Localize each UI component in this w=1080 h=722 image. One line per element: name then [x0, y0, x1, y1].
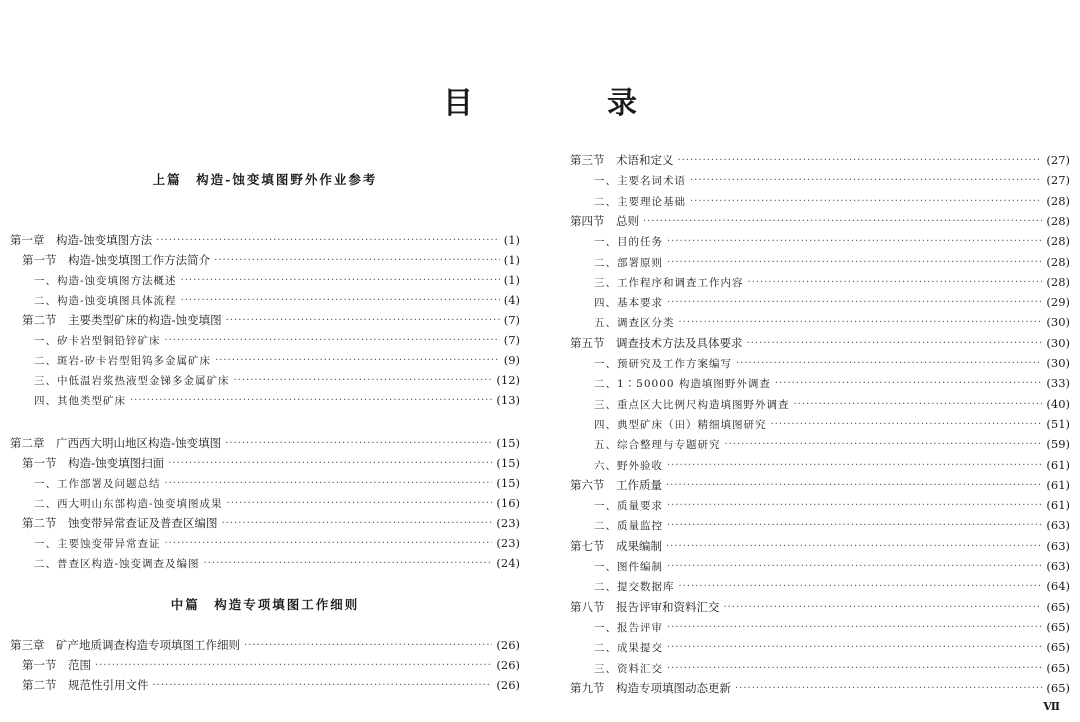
dot-leader	[95, 660, 492, 671]
toc-entry-label: 三、中低温岩浆热液型金锑多金属矿床	[34, 374, 230, 387]
toc-chapter-entry[interactable]	[10, 230, 520, 250]
toc-item-entry[interactable]	[10, 553, 520, 573]
toc-item-entry[interactable]	[570, 191, 1070, 211]
toc-chapter-entry[interactable]	[570, 211, 1070, 231]
toc-item-entry[interactable]	[570, 455, 1070, 475]
toc-entry-page-number: (1)	[503, 253, 520, 267]
dot-leader	[667, 663, 1042, 674]
toc-item-entry[interactable]	[570, 434, 1070, 454]
toc-entry-page-number: (29)	[1046, 295, 1070, 309]
toc-entry-label: 一、主要名词术语	[594, 174, 686, 187]
dot-leader	[156, 235, 500, 246]
dot-leader	[244, 640, 492, 651]
toc-item-entry[interactable]	[570, 292, 1070, 312]
toc-entry-page-number: (51)	[1046, 417, 1070, 431]
toc-entry-label: 第二节 规范性引用文件	[22, 678, 149, 692]
toc-entry-page-number: (65)	[1046, 640, 1070, 654]
toc-chapter-entry[interactable]	[10, 635, 520, 655]
toc-chapter-entry[interactable]	[570, 678, 1070, 698]
toc-item-entry[interactable]	[570, 617, 1070, 637]
toc-entry-label: 第七节 成果编制	[570, 539, 662, 553]
toc-entry-page-number: (24)	[496, 556, 520, 570]
toc-entry-page-number: (28)	[1046, 214, 1070, 228]
toc-item-entry[interactable]	[10, 473, 520, 493]
toc-entry-page-number: (63)	[1046, 559, 1070, 573]
toc-entry-page-number: (30)	[1046, 356, 1070, 370]
dot-leader	[748, 277, 1043, 288]
toc-item-entry[interactable]	[10, 330, 520, 350]
toc-entry-label: 一、图件编制	[594, 560, 663, 573]
toc-entry-page-number: (65)	[1046, 681, 1070, 695]
toc-entry-label: 二、主要理论基础	[594, 195, 686, 208]
toc-entry-page-number: (13)	[496, 393, 520, 407]
toc-entry-page-number: (28)	[1046, 194, 1070, 208]
dot-leader	[690, 196, 1042, 207]
dot-leader	[181, 275, 500, 286]
dot-leader	[227, 498, 493, 509]
toc-entry-label: 二、构造-蚀变填图具体流程	[34, 294, 177, 307]
toc-entry-page-number: (27)	[1046, 173, 1070, 187]
dot-leader	[222, 518, 493, 529]
toc-section-entry[interactable]	[10, 513, 520, 533]
toc-entry-label: 二、成果提交	[594, 641, 663, 654]
toc-entry-label: 第二节 蚀变带异常查证及普查区编图	[22, 516, 218, 530]
toc-entry-page-number: (33)	[1046, 376, 1070, 390]
dot-leader	[153, 680, 493, 691]
toc-item-entry[interactable]	[570, 231, 1070, 251]
toc-entry-label: 二、部署原则	[594, 256, 663, 269]
toc-entry-page-number: (15)	[496, 476, 520, 490]
toc-item-entry[interactable]	[570, 414, 1070, 434]
toc-entry-label: 第四节 总则	[570, 214, 639, 228]
toc-entry-label: 三、工作程序和调查工作内容	[594, 276, 744, 289]
toc-chapter-entry[interactable]	[570, 597, 1070, 617]
dot-leader	[168, 458, 492, 469]
dot-leader	[667, 622, 1042, 633]
dot-leader	[130, 395, 492, 406]
toc-section-entry[interactable]	[10, 655, 520, 675]
dot-leader	[204, 558, 493, 569]
toc-entry-label: 四、基本要求	[594, 296, 663, 309]
toc-item-entry[interactable]	[570, 495, 1070, 515]
dot-leader	[667, 236, 1042, 247]
toc-entry-page-number: (64)	[1046, 579, 1070, 593]
toc-entry-page-number: (28)	[1046, 255, 1070, 269]
toc-entry-label: 五、综合整理与专题研究	[594, 438, 721, 451]
toc-entry-page-number: (61)	[1046, 478, 1070, 492]
toc-entry-label: 第一节 范围	[22, 658, 91, 672]
page-title: 目 录	[443, 86, 689, 121]
toc-chapter-entry[interactable]	[570, 333, 1070, 353]
toc-item-entry[interactable]	[570, 637, 1070, 657]
toc-entry-page-number: (40)	[1046, 397, 1070, 411]
dot-leader	[643, 216, 1042, 227]
toc-entry-label: 第八节 报告评审和资料汇交	[570, 600, 720, 614]
toc-entry-label: 一、报告评审	[594, 621, 663, 634]
dot-leader	[794, 399, 1043, 410]
toc-section-entry[interactable]	[10, 453, 520, 473]
toc-entry-page-number: (65)	[1046, 661, 1070, 675]
toc-entry-page-number: (12)	[496, 373, 520, 387]
toc-entry-page-number: (16)	[496, 496, 520, 510]
toc-item-entry[interactable]	[10, 350, 520, 370]
toc-entry-label: 第一节 构造-蚀变填图扫面	[22, 456, 165, 470]
dot-leader	[678, 155, 1043, 166]
toc-entry-page-number: (28)	[1046, 234, 1070, 248]
toc-entry-page-number: (4)	[503, 293, 520, 307]
toc-entry-label: 第一章 构造-蚀变填图方法	[10, 233, 153, 247]
toc-item-entry[interactable]	[570, 170, 1070, 190]
toc-entry-label: 第一节 构造-蚀变填图工作方法简介	[22, 253, 211, 267]
dot-leader	[771, 419, 1043, 430]
dot-leader	[679, 317, 1043, 328]
dot-leader	[165, 335, 500, 346]
toc-entry-label: 第三节 术语和定义	[570, 153, 674, 167]
toc-entry-label: 一、工作部署及问题总结	[34, 477, 161, 490]
dot-leader	[735, 683, 1042, 694]
toc-entry-page-number: (65)	[1046, 620, 1070, 634]
dot-leader	[666, 480, 1042, 491]
part-heading: 中篇 构造专项填图工作细则	[170, 597, 360, 612]
dot-leader	[747, 338, 1043, 349]
toc-item-entry[interactable]	[570, 272, 1070, 292]
toc-entry-label: 一、预研究及工作方案编写	[594, 357, 732, 370]
page-folio: Ⅶ	[1043, 700, 1060, 713]
toc-chapter-entry[interactable]	[570, 150, 1070, 170]
toc-entry-page-number: (30)	[1046, 315, 1070, 329]
dot-leader	[666, 541, 1042, 552]
toc-entry-page-number: (26)	[496, 658, 520, 672]
toc-entry-page-number: (28)	[1046, 275, 1070, 289]
toc-entry-label: 三、资料汇交	[594, 662, 663, 675]
toc-entry-page-number: (63)	[1046, 539, 1070, 553]
toc-entry-page-number: (27)	[1046, 153, 1070, 167]
dot-leader	[165, 538, 493, 549]
toc-item-entry[interactable]	[570, 515, 1070, 535]
dot-leader	[667, 297, 1042, 308]
toc-item-entry[interactable]	[570, 658, 1070, 678]
toc-entry-label: 一、矽卡岩型铜铅锌矿床	[34, 334, 161, 347]
dot-leader	[690, 175, 1042, 186]
toc-entry-page-number: (1)	[503, 273, 520, 287]
dot-leader	[215, 355, 500, 366]
toc-entry-page-number: (1)	[503, 233, 520, 247]
toc-entry-label: 第二章 广西西大明山地区构造-蚀变填图	[10, 436, 222, 450]
dot-leader	[225, 438, 492, 449]
toc-item-entry[interactable]	[10, 493, 520, 513]
toc-entry-page-number: (23)	[496, 536, 520, 550]
dot-leader	[724, 602, 1043, 613]
toc-entry-label: 二、1∶50000 构造填图野外调查	[594, 377, 771, 390]
toc-item-entry[interactable]	[570, 394, 1070, 414]
toc-entry-label: 第二节 主要类型矿床的构造-蚀变填图	[22, 313, 222, 327]
toc-item-entry[interactable]	[570, 373, 1070, 393]
toc-chapter-entry[interactable]	[10, 433, 520, 453]
dot-leader	[775, 378, 1042, 389]
toc-entry-label: 第五节 调查技术方法及具体要求	[570, 336, 743, 350]
toc-entry-page-number: (26)	[496, 638, 520, 652]
toc-item-entry[interactable]	[570, 312, 1070, 332]
dot-leader	[234, 375, 493, 386]
dot-leader	[667, 561, 1042, 572]
toc-item-entry[interactable]	[570, 556, 1070, 576]
toc-section-entry[interactable]	[10, 310, 520, 330]
toc-entry-label: 二、斑岩-矽卡岩型钼钨多金属矿床	[34, 354, 212, 367]
toc-entry-label: 第九节 构造专项填图动态更新	[570, 681, 731, 695]
toc-chapter-entry[interactable]	[570, 536, 1070, 556]
toc-entry-label: 第六节 工作质量	[570, 478, 662, 492]
toc-item-entry[interactable]	[10, 390, 520, 410]
toc-entry-page-number: (61)	[1046, 498, 1070, 512]
dot-leader	[736, 358, 1042, 369]
toc-entry-page-number: (15)	[496, 456, 520, 470]
toc-entry-page-number: (15)	[496, 436, 520, 450]
toc-entry-label: 二、普查区构造-蚀变调查及编图	[34, 557, 200, 570]
toc-entry-label: 第三章 矿产地质调查构造专项填图工作细则	[10, 638, 240, 652]
dot-leader	[667, 642, 1042, 653]
toc-entry-page-number: (9)	[503, 353, 520, 367]
dot-leader	[214, 255, 500, 266]
toc-entry-page-number: (7)	[503, 333, 520, 347]
dot-leader	[165, 478, 493, 489]
toc-entry-page-number: (63)	[1046, 518, 1070, 532]
toc-entry-label: 一、构造-蚀变填图方法概述	[34, 274, 177, 287]
dot-leader	[679, 581, 1043, 592]
toc-item-entry[interactable]	[10, 370, 520, 390]
toc-entry-page-number: (61)	[1046, 458, 1070, 472]
part-heading: 上篇 构造-蚀变填图野外作业参考	[152, 172, 378, 187]
dot-leader	[181, 295, 500, 306]
toc-item-entry[interactable]	[570, 353, 1070, 373]
dot-leader	[667, 460, 1042, 471]
toc-entry-label: 四、其他类型矿床	[34, 394, 126, 407]
toc-entry-label: 二、质量监控	[594, 519, 663, 532]
toc-entry-page-number: (59)	[1046, 437, 1070, 451]
toc-chapter-entry[interactable]	[570, 475, 1070, 495]
toc-entry-label: 二、西大明山东部构造-蚀变填图成果	[34, 497, 223, 510]
toc-entry-page-number: (7)	[503, 313, 520, 327]
toc-section-entry[interactable]	[10, 675, 520, 695]
dot-leader	[667, 257, 1042, 268]
toc-entry-label: 三、重点区大比例尺构造填图野外调查	[594, 398, 790, 411]
toc-entry-label: 一、主要蚀变带异常查证	[34, 537, 161, 550]
toc-entry-label: 一、质量要求	[594, 499, 663, 512]
toc-entry-page-number: (23)	[496, 516, 520, 530]
toc-entry-page-number: (65)	[1046, 600, 1070, 614]
dot-leader	[667, 520, 1042, 531]
toc-item-entry[interactable]	[10, 270, 520, 290]
toc-entry-label: 五、调查区分类	[594, 316, 675, 329]
toc-entry-label: 二、提交数据库	[594, 580, 675, 593]
dot-leader	[725, 439, 1043, 450]
dot-leader	[667, 500, 1042, 511]
toc-item-entry[interactable]	[570, 576, 1070, 596]
toc-item-entry[interactable]	[570, 252, 1070, 272]
toc-entry-label: 六、野外验收	[594, 459, 663, 472]
toc-section-entry[interactable]	[10, 250, 520, 270]
dot-leader	[226, 315, 500, 326]
toc-item-entry[interactable]	[10, 533, 520, 553]
toc-entry-page-number: (30)	[1046, 336, 1070, 350]
toc-item-entry[interactable]	[10, 290, 520, 310]
toc-entry-page-number: (26)	[496, 678, 520, 692]
toc-entry-label: 四、典型矿床（田）精细填图研究	[594, 418, 767, 431]
toc-entry-label: 一、目的任务	[594, 235, 663, 248]
